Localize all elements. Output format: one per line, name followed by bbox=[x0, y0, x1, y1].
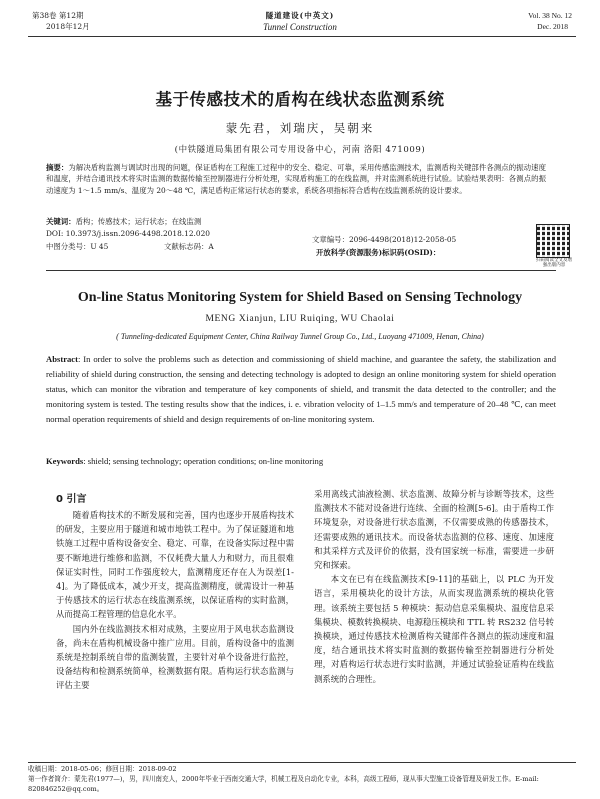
affiliation-en: ( Tunneling-dedicated Equipment Center, China Railway Tunnel Group Co., Ltd., Luoyang 471009, Henan, China) bbox=[116, 332, 484, 341]
authors-zh: 蒙先君，刘瑞庆，吴朝来 bbox=[225, 121, 375, 135]
keywords-zh-label: 关键词： bbox=[46, 217, 76, 226]
header-right-bottom: Dec. 2018 bbox=[537, 22, 568, 31]
header-center-top: 隧道建设(中英文) bbox=[265, 11, 335, 20]
right-paragraph-1: 采用离线式油液检测、状态监测、故障分析与诊断等技术，这些监测技术不能对设备进行连续、全面的检测[5-6]。由于盾构工作环境复杂，对设备进行状态监测，不仅需要成熟的传感器技术，还需要成熟的通讯技术。而设备状态监测的位移、速度、加速度和其采样方式及评价的依据，没有国家统一标准，需要进一步研究和探索。 bbox=[314, 489, 554, 571]
keywords-zh-text: 盾构；传感技术；运行状态；在线监测 bbox=[75, 217, 202, 226]
header-left-top: 第38卷 第12期 bbox=[32, 11, 84, 20]
doi: DOI: 10.3973/j.issn.2096-4498.2018.12.020 bbox=[46, 229, 210, 238]
authors-en: MENG Xianjun, LIU Ruiqing, WU Chaolai bbox=[205, 314, 395, 324]
clc-number: 中图分类号：U 45 bbox=[46, 242, 109, 251]
document-code: 文献标志码：A bbox=[164, 242, 214, 251]
header-left-bottom: 2018年12月 bbox=[46, 22, 90, 31]
affiliation-zh: (中铁隧道局集团有限公司专用设备中心，河南 洛阳 471009) bbox=[174, 145, 426, 155]
left-paragraph-1: 随着盾构技术的不断发展和完善，国内也逐步开展盾构技术的研发，主要应用于隧道和城市地铁工程中。为了保证隧道和地铁施工过程中盾构设备安全、稳定、可靠，在设备实际过程中需要不断地进行维修和监测，不仅耗费大量人力和财力，而且很难保证实时性，同时工作强度较大，监测精度还存在人为误差[1-4]。为了降低成本，减少开支，提高监测精度，就需设计一种基于传感技术的运行状态在线监测系统，以保证盾构的实时监测，从而提高工程管理的信息化水平。 bbox=[56, 510, 294, 620]
keywords-zh bbox=[46, 216, 201, 227]
osid-label: 开放科学(资源服务)标识码(OSID)： bbox=[316, 248, 441, 257]
footnote-bio: 第一作者简介：蒙先君(1977—)，男，四川南充人，2000年毕业于西南交通大学，机械工程及自动化专业，本科，高级工程师，现从事大型施工设备管理及研发工作。E-mail: 820846252@qq.com。 bbox=[28, 775, 539, 793]
abstract-zh bbox=[46, 162, 546, 196]
title-zh: 基于传感技术的盾构在线状态监测系统 bbox=[155, 90, 445, 109]
abstract-zh-text: 为解决盾构监测与调试时出现的问题，保证盾构在工程施工过程中的安全、稳定、可靠，采用传感监测技术，监测盾构关键部件各测点的振动速度和温度，并结合通讯技术将实时监测的数据传输至控制器进行分析处理，实现盾构施工的在线监测，并对监测系统进行试验。试验结果表明：各测点的振动速度为 1～1.5 mm/s、温度为 20～48 ℃，满足盾构正常运行状态的要求，系统各项指标符合盾构在线监测系统的设计要求。 bbox=[46, 163, 546, 195]
abstract-en-label: Abstract bbox=[46, 354, 78, 364]
article-number: 文章编号：2096-4498(2018)12-2058-05 bbox=[312, 235, 457, 244]
abstract-zh-label: 摘要： bbox=[46, 163, 69, 172]
footnote-received: 收稿日期：2018-05-06；修回日期：2018-09-02 bbox=[28, 765, 177, 773]
left-paragraph-2: 国内外在线监测技术相对成熟，主要应用于风电状态监测设备，尚未在盾构机械设备中推广应用。目前，盾构设备中的监测系统是控制系统自带的监测装置，主要针对单个设备进行监控，设备结构和检测系统简单，检测数据有限。盾构运行状态监测与评估主要 bbox=[56, 623, 294, 691]
right-paragraph-2: 本文在已有在线监测技术[9-11]的基础上，以 PLC 为开发语言，采用模块化的设计方法，从而实现监测系统的模块化管理。该系统主要包括 5 种模块：振动信息采集模块、温度信息采集模块、模数转换模块、电源稳压模块和 TTL 转 RS232 信号转换模块，通过传感技术检测盾构关键部件各测点的振动速度和温度，结合通讯技术将实时监测的数据传输至控制器进行分析处理，对盾构运行状态进行实时监测，并通过试验验证盾构在线监测系统的合理性。 bbox=[314, 574, 554, 684]
keywords-en bbox=[46, 456, 323, 466]
section-heading-intro: 0 引言 bbox=[56, 494, 87, 505]
footnote-rule bbox=[28, 762, 576, 763]
qr-code[interactable] bbox=[536, 224, 570, 258]
keywords-en-text: : shield; sensing technology; operation conditions; on-line monitoring bbox=[83, 456, 324, 466]
abstract-en bbox=[46, 352, 556, 427]
header-right-top: Vol. 38 No. 12 bbox=[528, 11, 572, 20]
title-en: On-line Status Monitoring System for Shield Based on Sensing Technology bbox=[77, 290, 523, 305]
body-right-column bbox=[314, 487, 554, 686]
separator-rule bbox=[46, 270, 556, 271]
keywords-en-label: Keywords bbox=[46, 456, 84, 466]
header-rule bbox=[28, 36, 576, 37]
abstract-en-text: : In order to solve the problems such as detection and commissioning of shield machine, and guarantee the safety, the stabilization and reliability of shield during construction, the sensing and detecting technology is adopted to design an online monitoring system for shield operation status, which can monitor the vibration and temperature of key components of shield, and transmit the data detected to the controller; and the monitoring system is tested. The testing results show that the indices, i. e. vibration velocity of 1–1.5 mm/s and temperature of 20–48 ℃, can meet normal operation requirements of shield and design requirements of on-line monitoring system. bbox=[46, 354, 556, 424]
footnote bbox=[28, 764, 576, 794]
body-left-column bbox=[56, 508, 294, 693]
header-center-bottom: Tunnel Construction bbox=[263, 22, 337, 32]
qr-caption: 扫码阅读全文及增强出版内容 bbox=[536, 258, 572, 268]
